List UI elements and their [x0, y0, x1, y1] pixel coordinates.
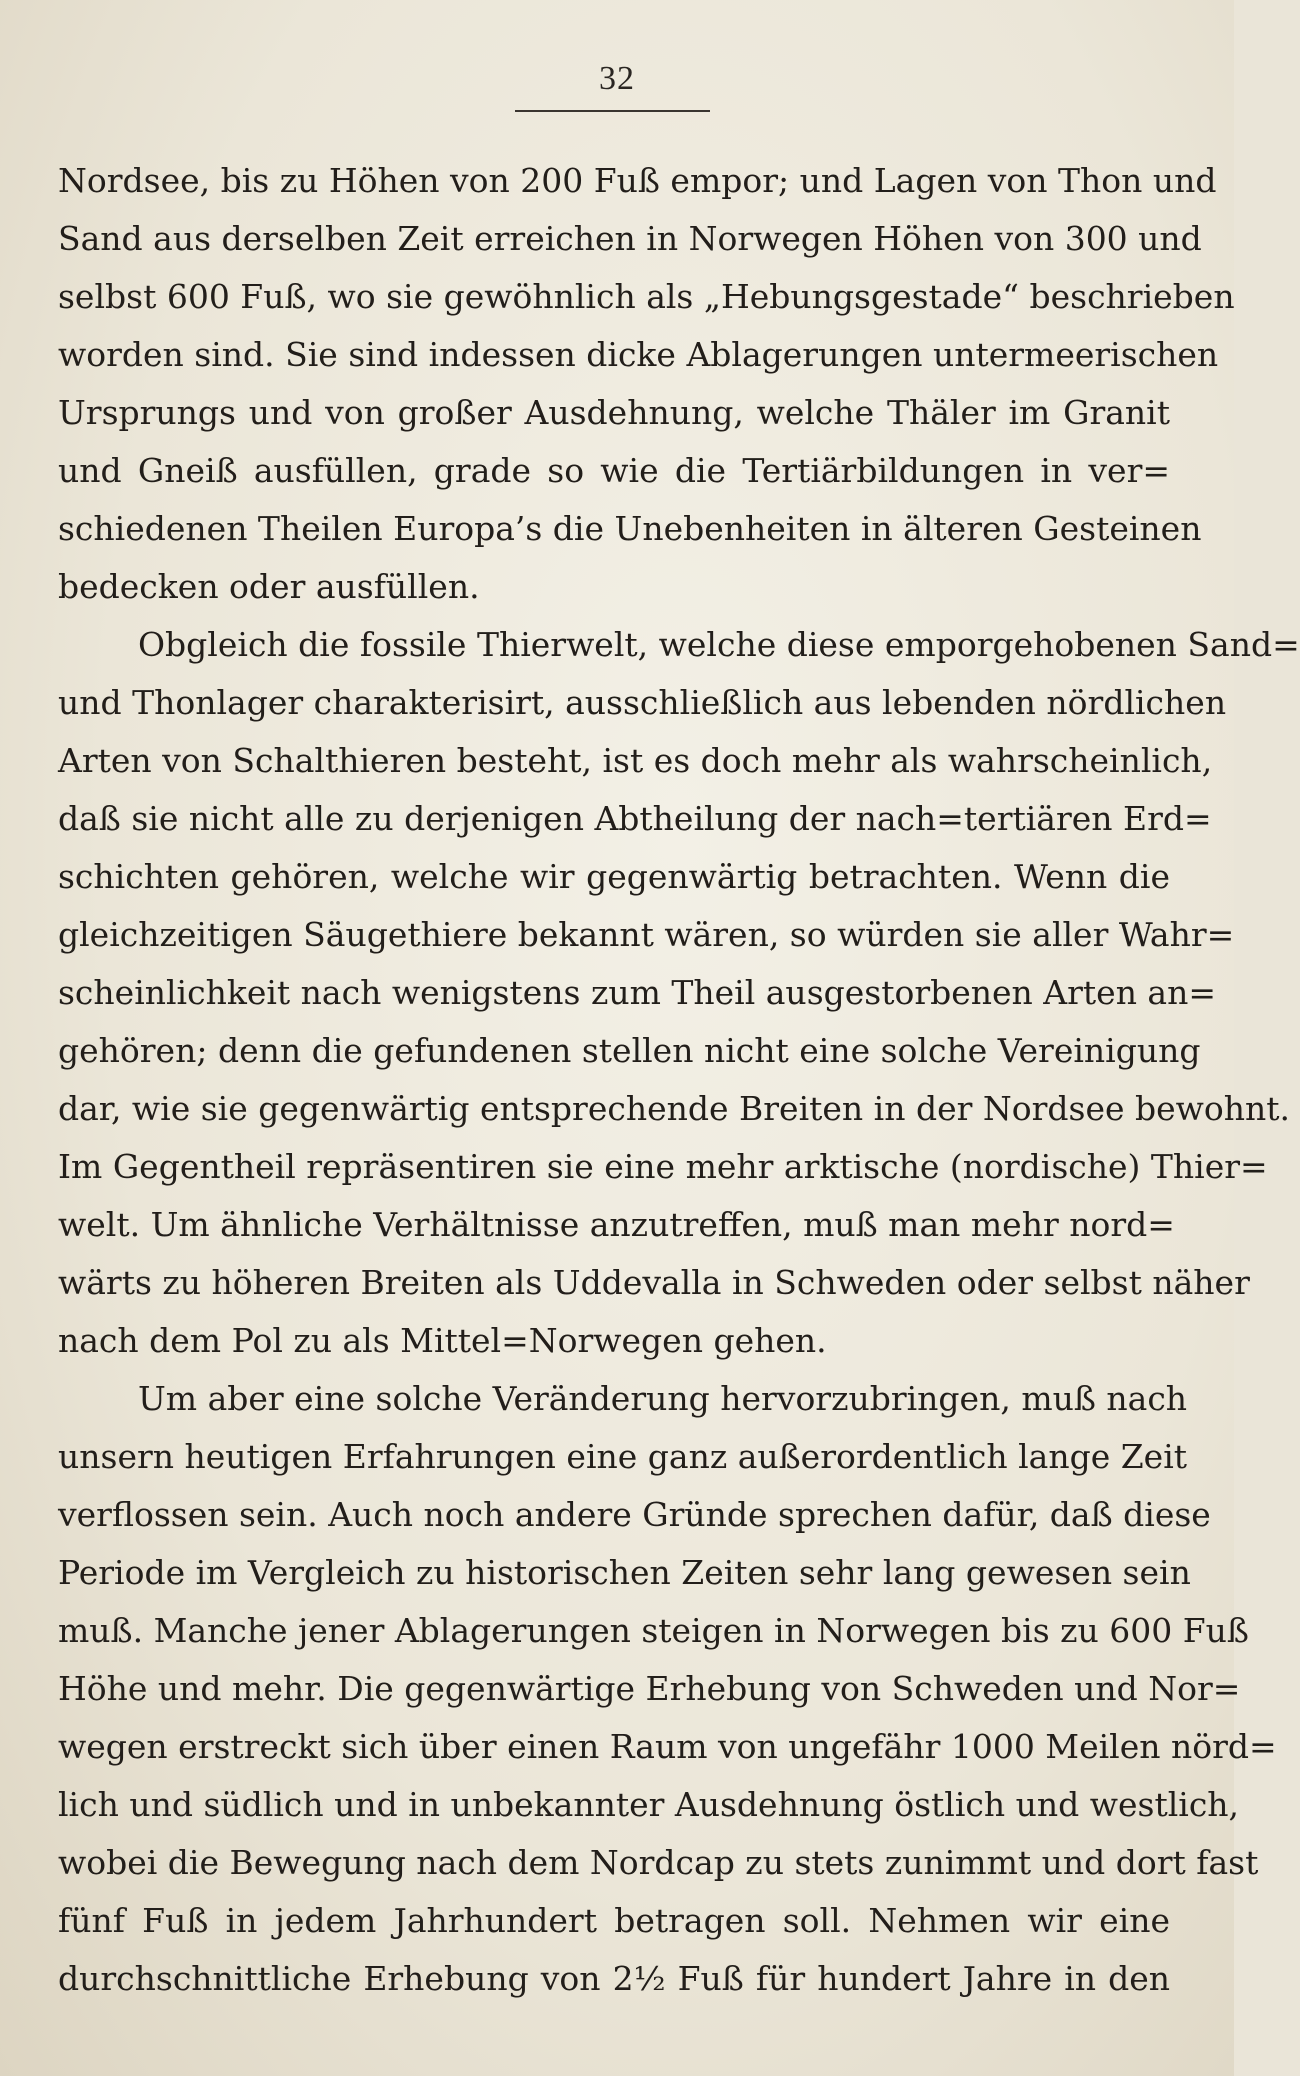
text-line: und Gneiß ausfüllen, grade so wie die Tertiärbildungen in ver=	[58, 451, 1170, 490]
text-line: Um aber eine solche Veränderung hervorzubringen, muß nach	[138, 1379, 1188, 1418]
text-line: nach dem Pol zu als Mittel=Norwegen gehen.	[58, 1321, 827, 1360]
text-line: Obgleich die fossile Thierwelt, welche diese emporgehobenen Sand=	[138, 625, 1300, 664]
text-line: gleichzeitigen Säugethiere bekannt wären, so würden sie aller Wahr=	[58, 915, 1235, 954]
text-line: schiedenen Theilen Europa’s die Unebenheiten in älteren Gesteinen	[58, 509, 1202, 548]
text-line: durchschnittliche Erhebung von 2½ Fuß für hundert Jahre in den	[58, 1959, 1170, 1998]
text-line: gehören; denn die gefundenen stellen nicht eine solche Vereinigung	[58, 1031, 1201, 1070]
text-line: Sand aus derselben Zeit erreichen in Norwegen Höhen von 300 und	[58, 219, 1202, 258]
text-line: wärts zu höheren Breiten als Uddevalla in Schweden oder selbst näher	[58, 1263, 1250, 1302]
text-line: Arten von Schalthieren besteht, ist es doch mehr als wahrscheinlich,	[58, 741, 1213, 780]
text-line: Ursprungs und von großer Ausdehnung, welche Thäler im Granit	[58, 393, 1170, 432]
text-line: Nordsee, bis zu Höhen von 200 Fuß empor; und Lagen von Thon und	[58, 161, 1217, 200]
body-text	[58, 152, 1300, 2008]
text-line: dar, wie sie gegenwärtig entsprechende Breiten in der Nordsee bewohnt.	[58, 1089, 1291, 1128]
text-line: Höhe und mehr. Die gegenwärtige Erhebung von Schweden und Nor=	[58, 1669, 1241, 1708]
text-line: selbst 600 Fuß, wo sie gewöhnlich als „Hebungsgestade“ beschrieben	[58, 277, 1235, 316]
text-line: und Thonlager charakterisirt, ausschließlich aus lebenden nördlichen	[58, 683, 1227, 722]
text-line: welt. Um ähnliche Verhältnisse anzutreffen, muß man mehr nord=	[58, 1205, 1175, 1244]
text-line: verflossen sein. Auch noch andere Gründe sprechen dafür, daß diese	[58, 1495, 1211, 1534]
page-number: 32	[599, 60, 635, 97]
text-line: Im Gegentheil repräsentiren sie eine mehr arktische (nordische) Thier=	[58, 1147, 1268, 1186]
text-line: wobei die Bewegung nach dem Nordcap zu stets zunimmt und dort fast	[58, 1843, 1259, 1882]
text-line: scheinlichkeit nach wenigstens zum Theil ausgestorbenen Arten an=	[58, 973, 1217, 1012]
text-line: schichten gehören, welche wir gegenwärtig betrachten. Wenn die	[58, 857, 1170, 896]
text-line: unsern heutigen Erfahrungen eine ganz außerordentlich lange Zeit	[58, 1437, 1188, 1476]
text-line: daß sie nicht alle zu derjenigen Abtheilung der nach=tertiären Erd=	[58, 799, 1212, 838]
text-line: Periode im Vergleich zu historischen Zeiten sehr lang gewesen sein	[58, 1553, 1191, 1592]
header-rule	[515, 110, 710, 112]
text-line: fünf Fuß in jedem Jahrhundert betragen soll. Nehmen wir eine	[58, 1901, 1170, 1940]
text-line: muß. Manche jener Ablagerungen steigen in Norwegen bis zu 600 Fuß	[58, 1611, 1249, 1650]
text-line: bedecken oder ausfüllen.	[58, 567, 480, 606]
text-line: worden sind. Sie sind indessen dicke Ablagerungen untermeerischen	[58, 335, 1219, 374]
text-line: wegen erstreckt sich über einen Raum von ungefähr 1000 Meilen nörd=	[58, 1727, 1277, 1766]
text-line: lich und südlich und in unbekannter Ausdehnung östlich und westlich,	[58, 1785, 1240, 1824]
